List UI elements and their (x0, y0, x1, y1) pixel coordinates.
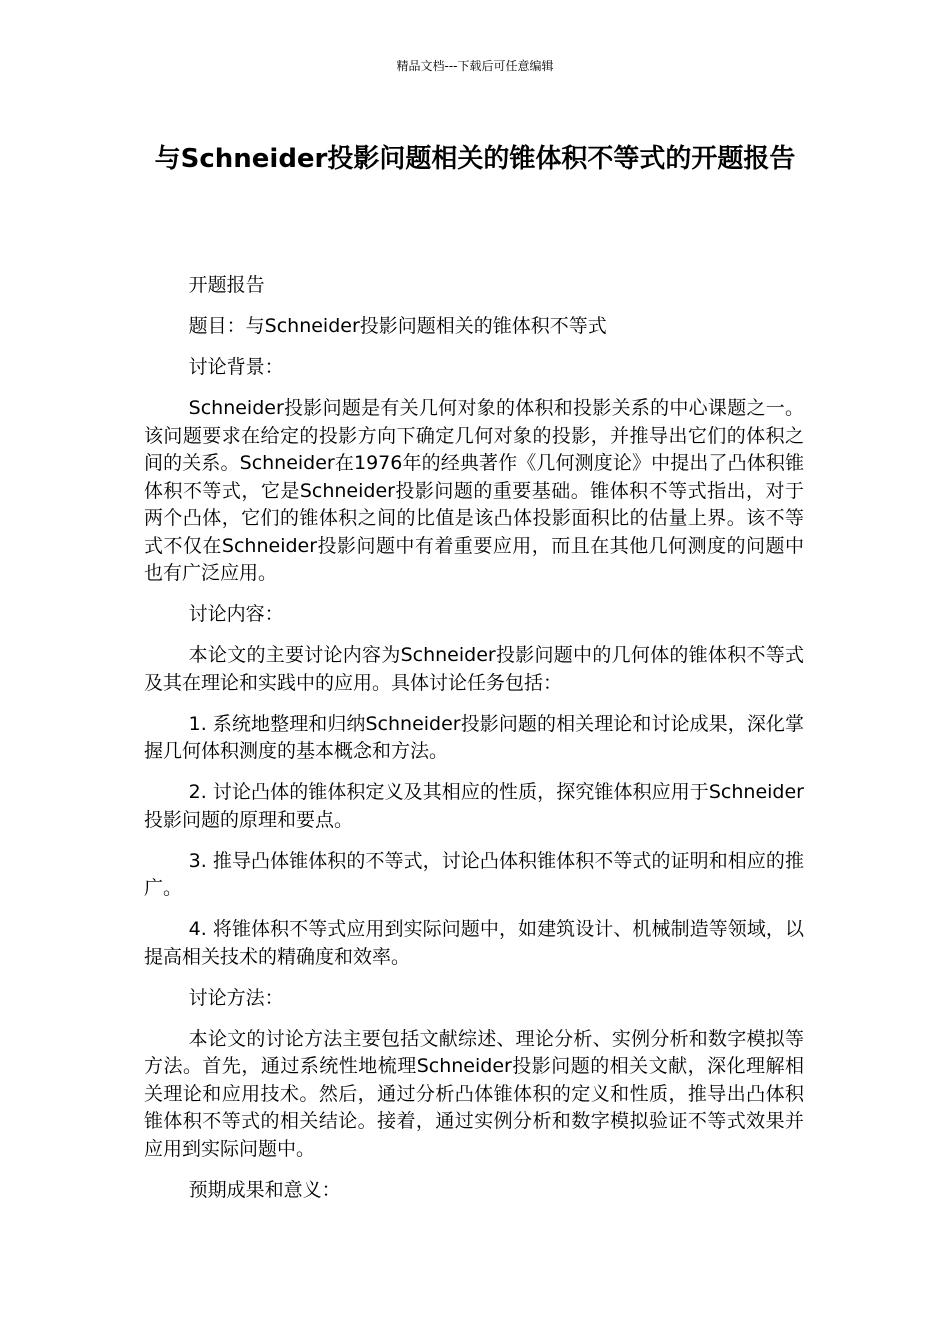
paragraph-topic: 题目：与Schneider投影问题相关的锥体积不等式 (188, 315, 607, 337)
list-item: 1. 系统地整理和归纳Schneider投影问题的相关理论和讨论成果，深化掌握几何体积测度的基本概念和方法。 (144, 712, 804, 762)
document-title: 与Schneider投影问题相关的锥体积不等式的开题报告 (154, 144, 796, 174)
heading-content: 讨论内容： (188, 603, 284, 625)
list-item: 4. 将锥体积不等式应用到实际问题中，如建筑设计、机械制造等领域，以提高相关技术的精确度和效率。 (144, 918, 804, 968)
paragraph-background: Schneider投影问题是有关几何对象的体积和投影关系的中心课题之一。该问题要求在给定的投影方向下确定几何对象的投影，并推导出它们的体积之间的关系。Schneider在1976年的经典著作《几何测度论》中提出了凸体积锥体积不等式，它是Schneider投影问题的重要基础。锥体积不等式指出，对于两个凸体，它们的锥体积之间的比值是该凸体投影面积比的估量上界。该不等式不仅在Schneider投影问题中有着重要应用，而且在其他几何测度的问题中也有广泛应用。 (144, 397, 804, 584)
heading-background: 讨论背景： (188, 356, 284, 378)
paragraph-report-label: 开题报告 (188, 274, 265, 296)
paragraph-content-intro: 本论文的主要讨论内容为Schneider投影问题中的几何体的锥体积不等式及其在理论和实践中的应用。具体讨论任务包括： (144, 644, 804, 694)
paragraph-methods: 本论文的讨论方法主要包括文献综述、理论分析、实例分析和数字模拟等方法。首先，通过系统性地梳理Schneider投影问题的相关文献，深化理解相关理论和应用技术。然后，通过分析凸体锥体积的定义和性质，推导出凸体积锥体积不等式的相关结论。接着，通过实例分析和数字模拟验证不等式效果并应用到实际问题中。 (144, 1027, 804, 1160)
document-body (144, 272, 804, 1218)
list-item: 3. 推导凸体锥体积的不等式，讨论凸体积锥体积不等式的证明和相应的推广。 (144, 849, 804, 899)
list-item: 2. 讨论凸体的锥体积定义及其相应的性质，探究锥体积应用于Schneider投影问题的原理和要点。 (144, 781, 804, 831)
heading-methods: 讨论方法： (188, 986, 284, 1009)
heading-expected-results: 预期成果和意义： (188, 1178, 341, 1201)
header-note: 精品文档---下载后可任意编辑 (396, 59, 554, 73)
